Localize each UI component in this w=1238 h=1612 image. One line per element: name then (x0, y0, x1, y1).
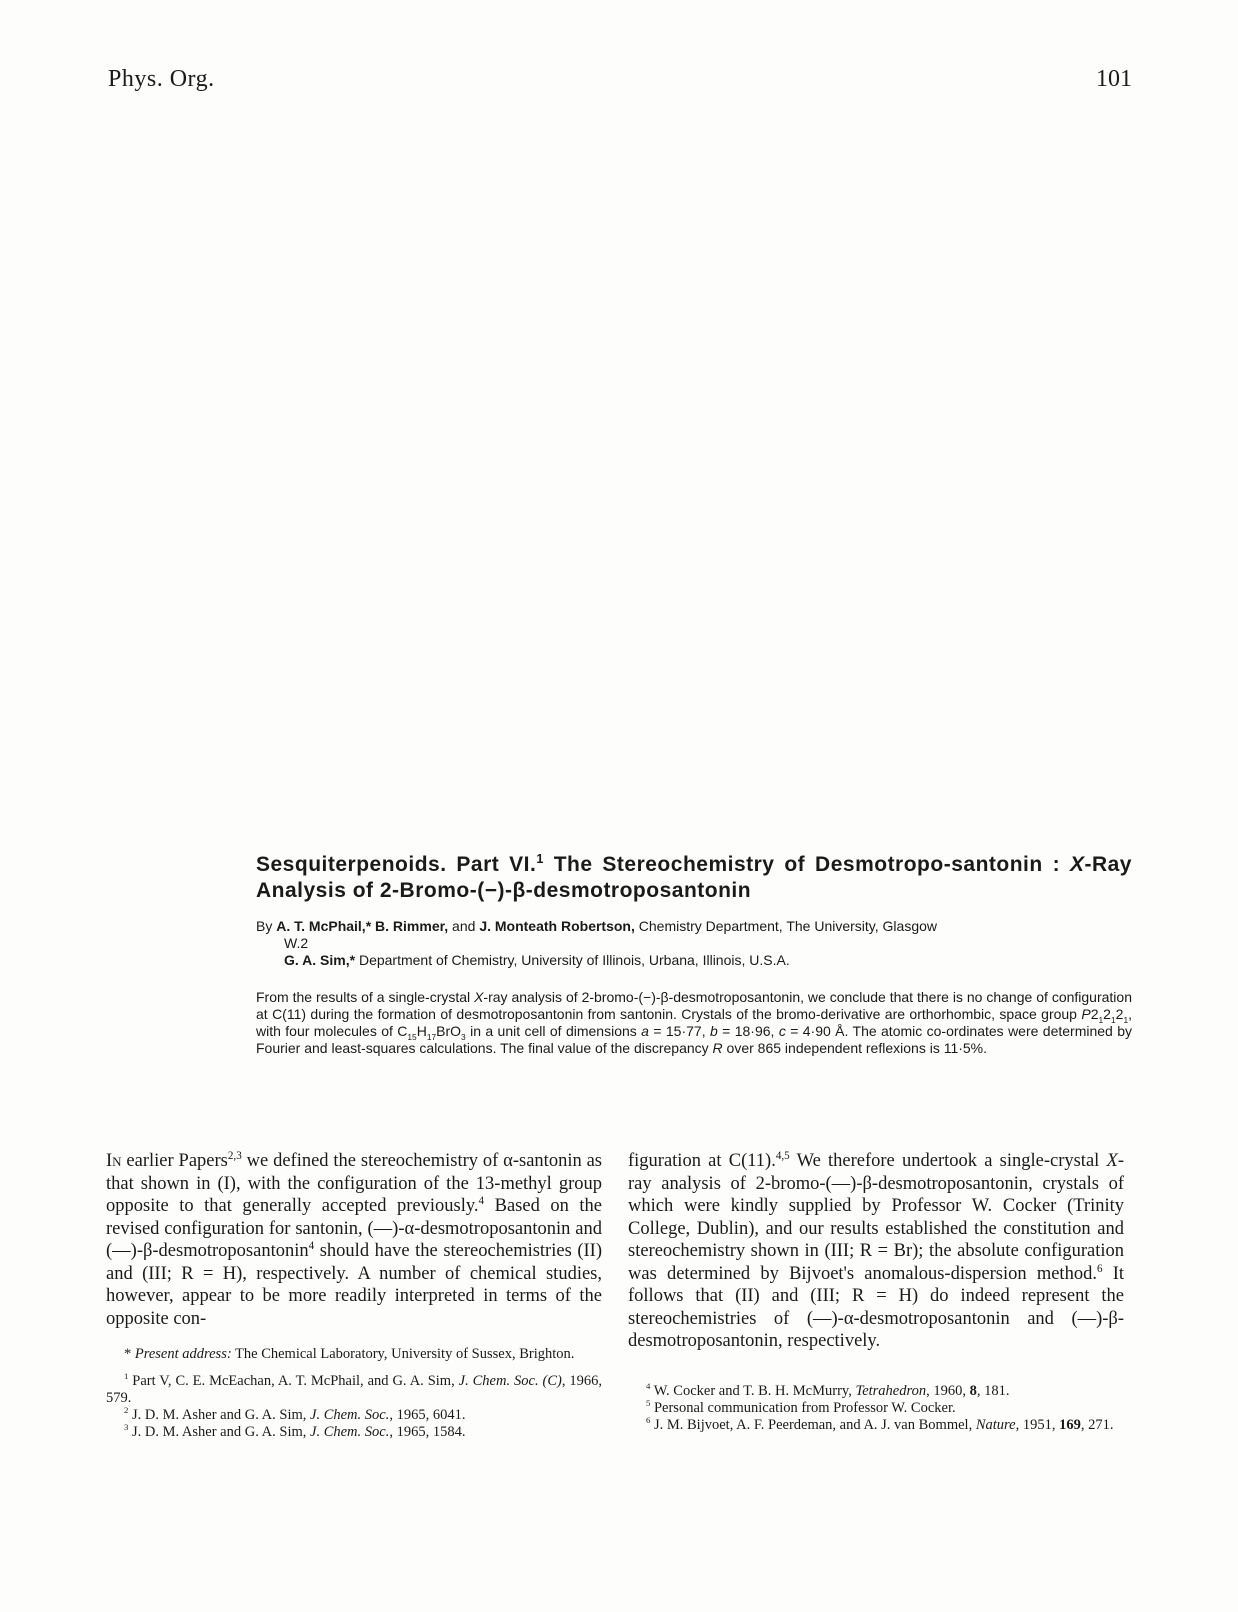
page-number: 101 (1096, 66, 1132, 92)
author-line-illinois: G. A. Sim,* Department of Chemistry, University of Illinois, Urbana, Illinois, U.S.A. (284, 952, 790, 968)
author-line-glasgow: By A. T. McPhail,* B. Rimmer, and J. Monteath Robertson, Chemistry Department, The University, Glasgow (256, 918, 938, 934)
footnotes-right (628, 1380, 1124, 1434)
body-paragraph-left: In earlier Papers$^{2,3}$ we defined the stereochemistry of α-santonin as that shown in (I), with the configuration of the 13-methyl group opposite to that generally accepted previously.$^4$ Based on the revised configuration for santonin, (—)-α-desmotroposantonin and (—)-β-desmotroposantonin$^4$ should have the stereochemistries (II) and (III; R = H), respectively. A number of chemical studies, however, appear to be more readily interpreted in terms of the opposite con- (106, 1149, 603, 1329)
footnote-4: $^4$ W. Cocker and T. B. H. McMurry, Tetrahedron, 1960, 8, 181. (646, 1380, 1010, 1399)
author-block (256, 918, 1132, 969)
article-title: Sesquiterpenoids. Part VI.$^1$ The Stereochemistry of Desmotropo-santonin : X-Ray Analysis of 2-Bromo-(−)-β-desmotroposantonin (256, 852, 1132, 902)
footnotes-left (106, 1346, 602, 1441)
running-head: Phys. Org. (108, 66, 215, 92)
abstract: From the results of a single-crystal X-ray analysis of 2-bromo-(−)-β-desmotroposantonin, we conclude that there is no change of configuration at C(11) during the formation of desmotroposantonin from santonin. Crystals of the bromo-derivative are orthorhombic, space group $P2_12_12_1$, with four molecules of $C_{15}H_{17}BrO_3$ in a unit cell of dimensions a = 15·77, b = 18·96, c = 4·90 Å. The atomic co-ordinates were determined by Fourier and least-squares calculations. The final value of the discrepancy R over 865 independent reflexions is 11·5%. (256, 989, 1133, 1056)
footnote-2: $^2$ J. D. M. Asher and G. A. Sim, J. Chem. Soc., 1965, 6041. (124, 1405, 466, 1423)
right-column (628, 1150, 1124, 1434)
footnote-5: $^5$ Personal communication from Professor W. Cocker. (646, 1397, 956, 1416)
footnote-present-address: * Present address: The Chemical Laboratory, University of Sussex, Brighton. (124, 1346, 575, 1362)
left-column (106, 1150, 602, 1441)
footnote-1: $^1$ Part V, C. E. McEachan, A. T. McPhail, and G. A. Sim, J. Chem. Soc. (C), 1966, 579. (106, 1371, 603, 1406)
footnote-6: $^6$ J. M. Bijvoet, A. F. Peerdeman, and A. J. van Bommel, Nature, 1951, 169, 271. (646, 1414, 1114, 1433)
body-paragraph-right: figuration at C(11).$^{4,5}$ We therefore undertook a single-crystal X-ray analysis of 2-bromo-(—)-β-desmotroposantonin, crystals of which were kindly supplied by Professor W. Cocker (Trinity College, Dublin), and our results established the constitution and stereochemistry shown in (III; R = Br); the absolute configuration was determined by Bijvoet's anomalous-dispersion method.$^6$ It follows that (II) and (III; R = H) do indeed represent the stereochemistries of (—)-α-desmotroposantonin and (—)-β-desmotroposantonin, respectively. (628, 1149, 1125, 1351)
article-head (256, 852, 1132, 1071)
author-line-glasgow-cont: W.2 (284, 935, 309, 951)
footnote-3: $^3$ J. D. M. Asher and G. A. Sim, J. Chem. Soc., 1965, 1584. (124, 1422, 466, 1440)
